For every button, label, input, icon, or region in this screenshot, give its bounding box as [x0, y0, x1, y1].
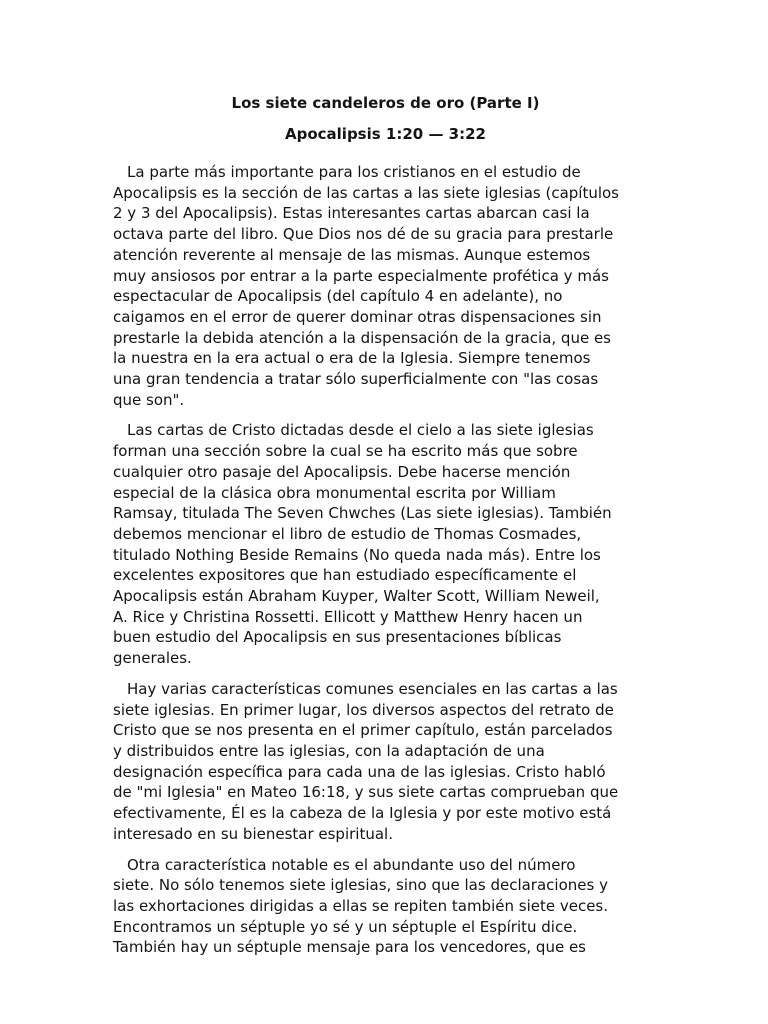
- document-title: Los siete candeleros de oro (Parte I): [231, 94, 540, 112]
- paragraph: [113, 679, 658, 845]
- text-line: atención reverente al mensaje de las mismas. Aunque estemos: [113, 245, 591, 264]
- text-line: Las cartas de Cristo dictadas desde el cielo a las siete iglesias: [127, 421, 594, 440]
- text-line: las exhortaciones dirigidas a ellas se repiten también siete veces.: [113, 896, 609, 915]
- text-line: A. Rice y Christina Rossetti. Ellicott y Matthew Henry hacen un: [113, 607, 583, 626]
- text-line: Apocalipsis están Abraham Kuyper, Walter Scott, William Neweil,: [113, 587, 600, 606]
- text-line: También hay un séptuple mensaje para los vencedores, que es: [113, 938, 586, 957]
- text-line: siete iglesias. En primer lugar, los diversos aspectos del retrato de: [113, 700, 614, 719]
- text-line: Encontramos un séptuple yo sé y un séptuple el Espíritu dice.: [113, 917, 578, 936]
- text-line: titulado Nothing Beside Remains (No queda nada más). Entre los: [113, 545, 601, 564]
- text-line: muy ansiosos por entrar a la parte especialmente profética y más: [113, 266, 609, 285]
- text-line: caigamos en el error de querer dominar otras dispensaciones sin: [113, 307, 602, 326]
- text-line: la nuestra en la era actual o era de la Iglesia. Siempre tenemos: [113, 349, 591, 368]
- text-line: octava parte del libro. Que Dios nos dé de su gracia para prestarle: [113, 225, 614, 244]
- text-line: 2 y 3 del Apocalipsis). Estas interesantes cartas abarcan casi la: [113, 204, 590, 223]
- text-line: generales.: [113, 649, 192, 668]
- text-line: una gran tendencia a tratar sólo superficialmente con "las cosas: [113, 370, 599, 389]
- text-line: que son".: [113, 390, 185, 409]
- text-line: excelentes expositores que han estudiado específicamente el: [113, 566, 577, 585]
- text-line: especial de la clásica obra monumental escrita por William: [113, 483, 556, 502]
- text-line: Cristo que se nos presenta en el primer capítulo, están parcelados: [113, 721, 613, 740]
- text-line: Hay varias características comunes esenciales en las cartas a las: [127, 679, 618, 698]
- text-line: designación específica para cada una de las iglesias. Cristo habló: [113, 762, 606, 781]
- text-line: Otra característica notable es el abundante uso del número: [127, 855, 576, 874]
- scripture-reference: Apocalipsis 1:20 — 3:22: [285, 125, 486, 143]
- text-line: debemos mencionar el libro de estudio de Thomas Cosmades,: [113, 524, 582, 543]
- text-line: siete. No sólo tenemos siete iglesias, sino que las declaraciones y: [113, 876, 608, 895]
- paragraph: [113, 855, 658, 959]
- text-line: La parte más importante para los cristianos en el estudio de: [127, 163, 581, 181]
- text-line: y distribuidos entre las iglesias, con la adaptación de una: [113, 741, 545, 760]
- text-line: Ramsay, titulada The Seven Chwches (Las siete iglesias). También: [113, 504, 612, 523]
- paragraph: [113, 162, 658, 410]
- paragraph: [113, 420, 658, 668]
- text-line: efectivamente, Él es la cabeza de la Iglesia y por este motivo está: [113, 804, 612, 823]
- text-line: espectacular de Apocalipsis (del capítulo 4 en adelante), no: [113, 287, 563, 306]
- document-page: [113, 92, 658, 968]
- text-line: Apocalipsis es la sección de las cartas a las siete iglesias (capítulos: [113, 183, 620, 202]
- text-line: de "mi Iglesia" en Mateo 16:18, y sus siete cartas comprueban que: [113, 783, 619, 802]
- document-body: [113, 162, 658, 958]
- text-line: cualquier otro pasaje del Apocalipsis. Debe hacerse mención: [113, 462, 571, 481]
- text-line: interesado en su bienestar espiritual.: [113, 824, 393, 843]
- text-line: prestarle la debida atención a la dispensación de la gracia, que es: [113, 328, 611, 347]
- text-line: buen estudio del Apocalipsis en sus presentaciones bíblicas: [113, 628, 562, 647]
- text-line: forman una sección sobre la cual se ha escrito más que sobre: [113, 442, 578, 461]
